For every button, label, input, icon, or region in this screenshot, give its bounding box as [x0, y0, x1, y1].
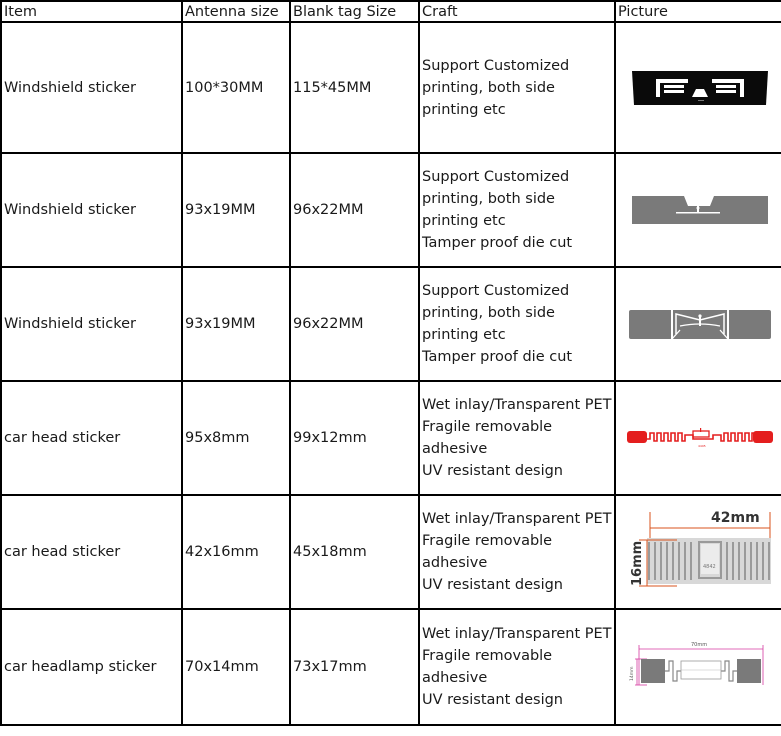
cell-antenna-size: 93x19MM [182, 153, 290, 267]
craft-line: Tamper proof die cut [422, 349, 573, 365]
cell-picture [615, 22, 781, 153]
cell-blank-tag-size: 96x22MM [290, 153, 419, 267]
craft-line: adhesive [422, 441, 488, 457]
cell-blank-tag-size: 115*45MM [290, 22, 419, 153]
cell-picture [615, 267, 781, 381]
grey-windshield-tag-image [630, 194, 770, 226]
cell-item: Windshield sticker [1, 22, 182, 153]
svg-text:4495: 4495 [697, 444, 706, 448]
cell-craft [419, 267, 615, 381]
svg-text:42mm: 42mm [710, 510, 760, 526]
header-picture: Picture [615, 1, 781, 22]
craft-line: printing, both side [422, 305, 555, 321]
dimensioned-tag-70x14-image [625, 637, 775, 697]
craft-line: UV resistant design [422, 692, 563, 708]
svg-text:14mm: 14mm [629, 666, 635, 681]
red-meander-tag-image [625, 427, 775, 449]
cell-craft [419, 495, 615, 609]
cell-picture [615, 609, 781, 725]
cell-blank-tag-size: 96x22MM [290, 267, 419, 381]
cell-item: car headlamp sticker [1, 609, 182, 725]
craft-line: Support Customized [422, 283, 570, 299]
craft-line: Wet inlay/Transparent PET [422, 511, 612, 527]
craft-line: adhesive [422, 555, 488, 571]
svg-text:70mm: 70mm [690, 642, 707, 648]
cell-craft [419, 381, 615, 495]
cell-craft [419, 609, 615, 725]
craft-line: printing etc [422, 101, 506, 118]
cell-picture [615, 495, 781, 609]
cell-item: car head sticker [1, 495, 182, 609]
header-craft: Craft [419, 1, 615, 22]
table-row [1, 381, 781, 495]
craft-line: Fragile removable [422, 533, 553, 549]
cell-blank-tag-size: 45x18mm [290, 495, 419, 609]
cell-antenna-size: 42x16mm [182, 495, 290, 609]
craft-line: printing etc [422, 213, 506, 229]
craft-line: adhesive [422, 670, 488, 686]
header-blank-tag-size: Blank tag Size [290, 1, 419, 22]
cell-antenna-size: 95x8mm [182, 381, 290, 495]
table-row [1, 153, 781, 267]
dimensioned-tag-42x16-image [619, 498, 781, 606]
cell-blank-tag-size: 99x12mm [290, 381, 419, 495]
svg-text:4842: 4842 [702, 564, 716, 570]
cell-antenna-size: 93x19MM [182, 267, 290, 381]
cell-picture [615, 153, 781, 267]
cell-blank-tag-size: 73x17mm [290, 609, 419, 725]
black-windshield-tag-image [630, 67, 770, 109]
craft-line: UV resistant design [422, 577, 563, 593]
header-antenna-size: Antenna size [182, 1, 290, 22]
grey-windshield-tag-v-image [628, 308, 772, 340]
cell-craft [419, 22, 615, 153]
craft-line: Support Customized [422, 169, 570, 185]
table-row [1, 609, 781, 725]
table-row [1, 22, 781, 153]
craft-line: printing etc [422, 327, 506, 343]
craft-line: Support Customized [422, 57, 570, 74]
craft-line: Wet inlay/Transparent PET [422, 626, 612, 642]
craft-line: UV resistant design [422, 463, 563, 479]
craft-line: Fragile removable [422, 648, 553, 664]
table-row [1, 495, 781, 609]
table-row [1, 267, 781, 381]
cell-picture [615, 381, 781, 495]
cell-item: Windshield sticker [1, 267, 182, 381]
header-item: Item [1, 1, 182, 22]
craft-line: Tamper proof die cut [422, 235, 573, 251]
cell-antenna-size: 70x14mm [182, 609, 290, 725]
svg-text:16mm: 16mm [629, 540, 645, 586]
cell-item: Windshield sticker [1, 153, 182, 267]
craft-line: printing, both side [422, 79, 555, 96]
craft-line: printing, both side [422, 191, 555, 207]
header-row [1, 1, 781, 22]
craft-line: Fragile removable [422, 419, 553, 435]
cell-craft [419, 153, 615, 267]
cell-antenna-size: 100*30MM [182, 22, 290, 153]
cell-item: car head sticker [1, 381, 182, 495]
craft-line: Wet inlay/Transparent PET [422, 397, 612, 413]
